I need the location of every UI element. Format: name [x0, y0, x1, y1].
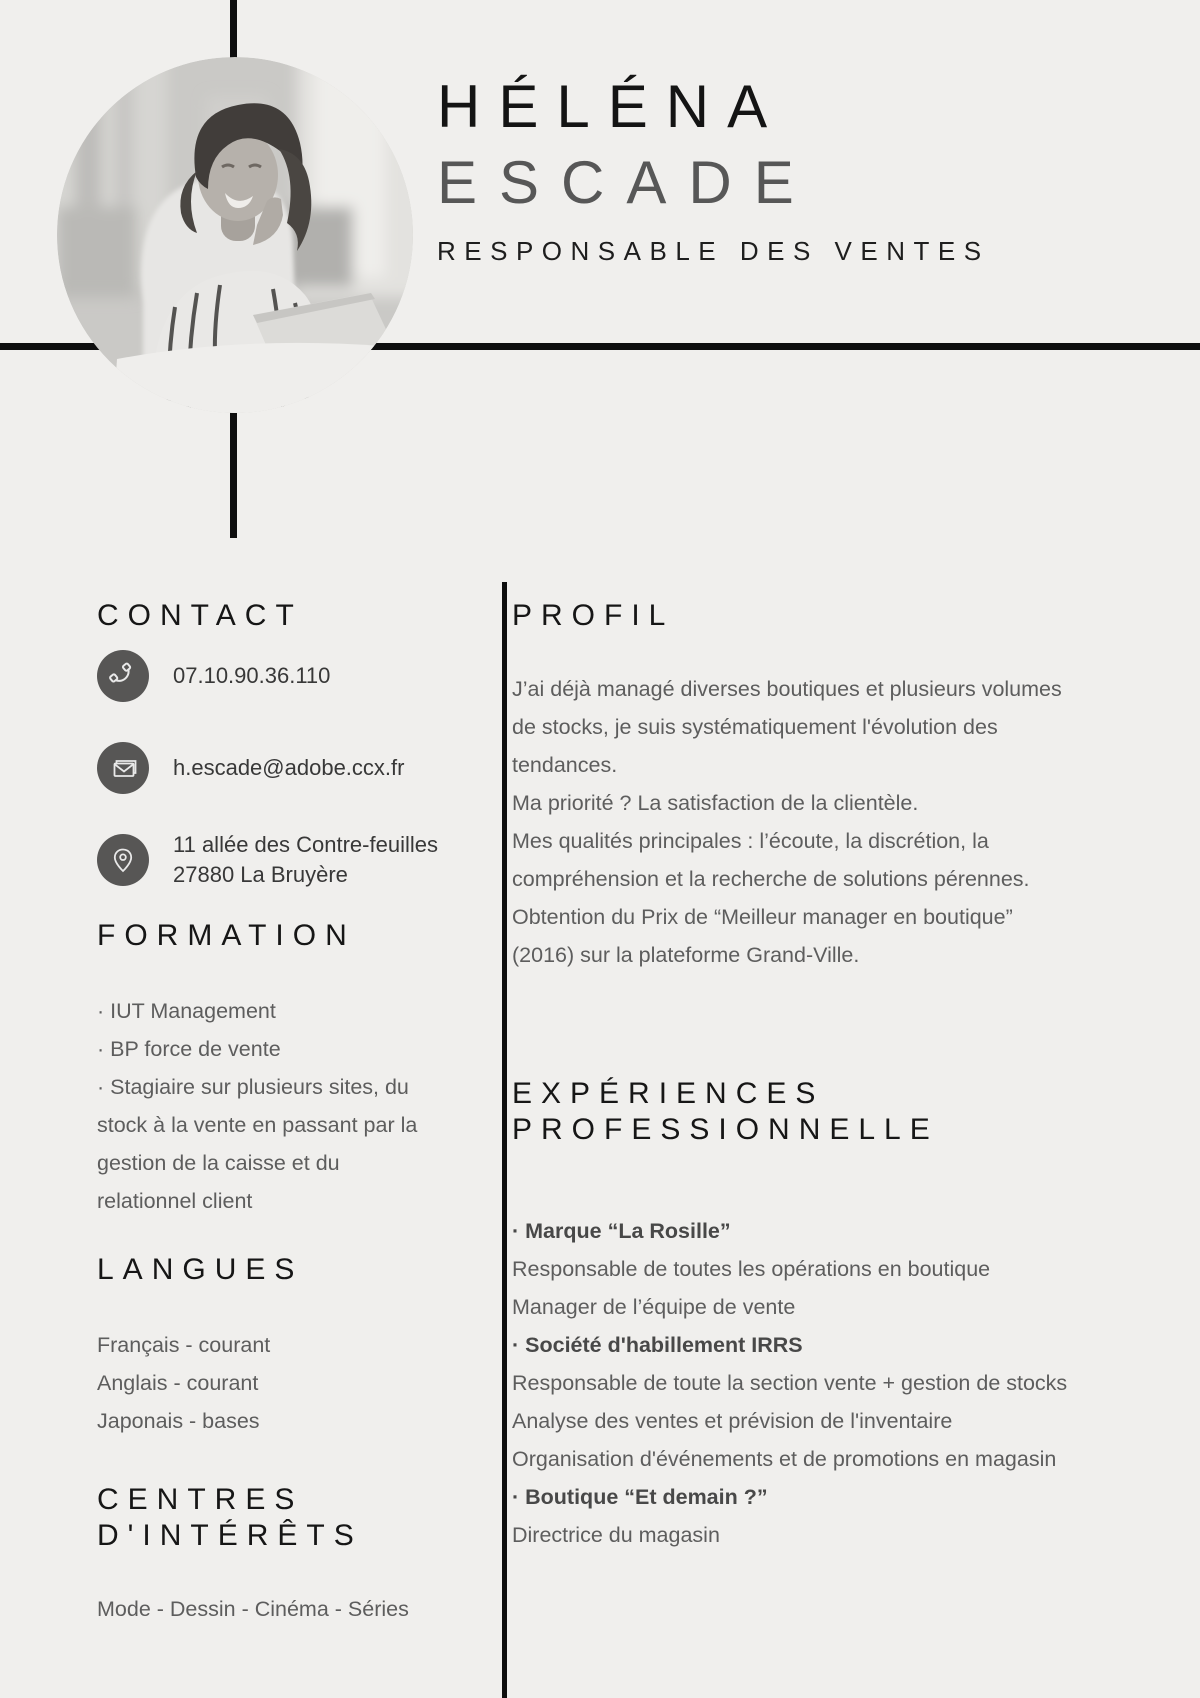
- interets-heading: [97, 1482, 363, 1554]
- langues-heading: LANGUES: [97, 1253, 304, 1286]
- profile-photo-illustration: [57, 57, 413, 413]
- language-item: Japonais - bases: [97, 1409, 260, 1433]
- interets-heading-line1: CENTRES: [97, 1483, 304, 1516]
- location-pin-icon: [97, 834, 149, 886]
- interets-text: Mode - Dessin - Cinéma - Séries: [97, 1597, 409, 1621]
- postal-address: [173, 830, 438, 890]
- profil-paragraph: Mes qualités principales : l’écoute, la discrétion, la compréhension et la recherche de solutions pérennes.: [512, 829, 1030, 891]
- phone-number: 07.10.90.36.110: [173, 663, 331, 688]
- address-line-1: 11 allée des Contre-feuilles: [173, 832, 438, 857]
- formation-item: · Stagiaire sur plusieurs sites, du stock à la vente en passant par la gestion de la caisse et du relationnel client: [97, 1075, 418, 1213]
- formation-heading: FORMATION: [97, 919, 356, 952]
- profil-paragraph: Obtention du Prix de “Meilleur manager en boutique” (2016) sur la plateforme Grand-Ville.: [512, 905, 1013, 967]
- formation-item: · IUT Management: [97, 999, 276, 1023]
- experience-role: Analyse des ventes et prévision de l'inventaire: [512, 1409, 953, 1433]
- profil-heading: PROFIL: [512, 599, 675, 632]
- experience-role: Manager de l’équipe de vente: [512, 1295, 796, 1319]
- first-name: HÉLÉNA: [437, 73, 786, 140]
- profil-paragraph: J’ai déjà managé diverses boutiques et plusieurs volumes de stocks, je suis systématiquement l'évolution des tendances.: [512, 677, 1062, 777]
- phone-icon: [97, 650, 149, 702]
- profile-photo: [57, 57, 413, 413]
- langues-list: [97, 1326, 437, 1440]
- experience-heading-line2: PROFESSIONNELLE: [512, 1113, 939, 1146]
- experience-heading: [512, 1076, 939, 1148]
- contact-email-row: [97, 742, 404, 794]
- contact-address-row: [97, 830, 438, 890]
- contact-phone-row: [97, 650, 330, 702]
- experience-role: Organisation d'événements et de promotions en magasin: [512, 1447, 1057, 1471]
- experience-company: · Marque “La Rosille”: [512, 1219, 731, 1243]
- job-title: RESPONSABLE DES VENTES: [437, 236, 990, 266]
- address-line-2: 27880 La Bruyère: [173, 862, 348, 887]
- language-item: Anglais - courant: [97, 1371, 259, 1395]
- last-name: ESCADE: [437, 149, 816, 216]
- formation-list: [97, 992, 429, 1220]
- experience-company: · Société d'habillement IRRS: [512, 1333, 803, 1357]
- experience-role: Responsable de toute la section vente + gestion de stocks: [512, 1371, 1068, 1395]
- experience-heading-line1: EXPÉRIENCES: [512, 1077, 825, 1110]
- email-address: h.escade@adobe.ccx.fr: [173, 755, 405, 780]
- language-item: Français - courant: [97, 1333, 271, 1357]
- experience-list: [512, 1212, 1112, 1554]
- experience-role: Directrice du magasin: [512, 1523, 720, 1547]
- column-divider-line: [502, 582, 507, 1698]
- profil-text: [512, 670, 1074, 974]
- formation-item: · BP force de vente: [97, 1037, 281, 1061]
- contact-heading: CONTACT: [97, 599, 303, 632]
- mail-icon: [97, 742, 149, 794]
- experience-company: · Boutique “Et demain ?”: [512, 1485, 768, 1509]
- profil-paragraph: Ma priorité ? La satisfaction de la clientèle.: [512, 791, 919, 815]
- experience-role: Responsable de toutes les opérations en boutique: [512, 1257, 991, 1281]
- interets-heading-line2: D'INTÉRÊTS: [97, 1519, 363, 1552]
